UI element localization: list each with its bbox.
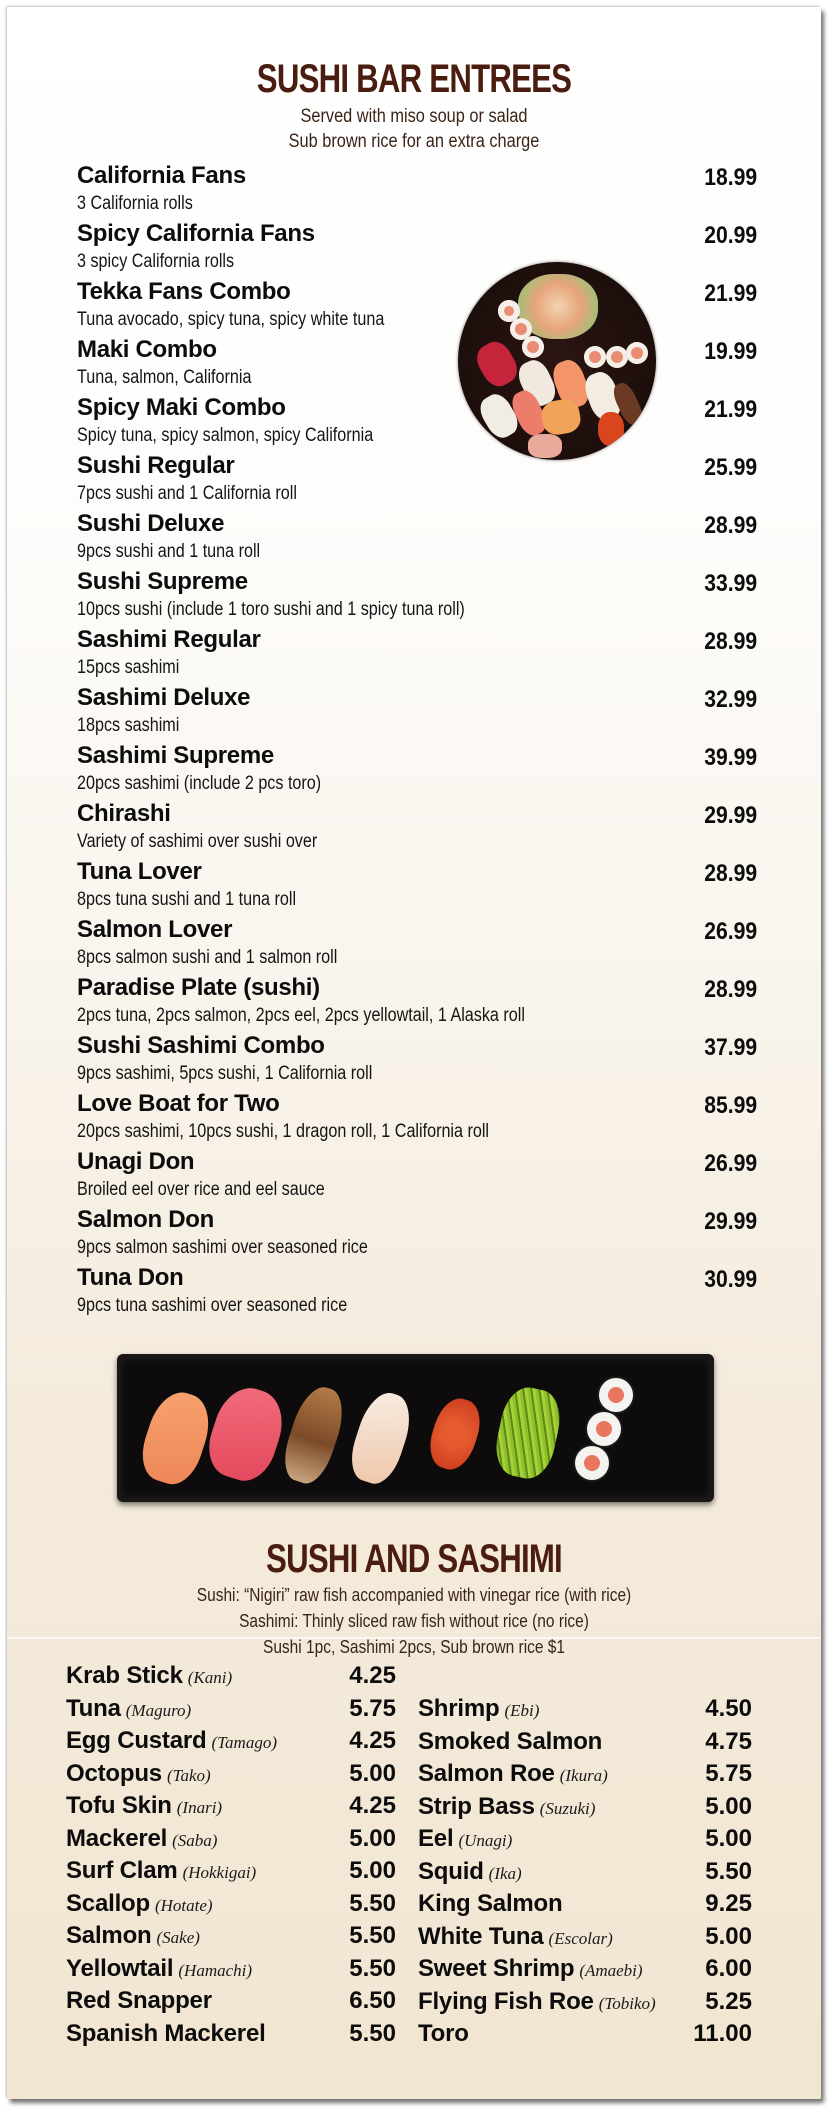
entree-price: 28.99 [704, 976, 757, 1003]
entree-price: 28.99 [704, 628, 757, 655]
sushi-price: 5.50 [705, 1857, 752, 1885]
entree-name: Spicy California Fans [77, 220, 315, 247]
sushi-price: 5.00 [349, 1857, 396, 1884]
entree-item [77, 1090, 757, 1148]
sushi-right-column [418, 1695, 752, 2053]
entree-desc: Tuna, salmon, California [77, 367, 252, 388]
sushi-price: 5.00 [349, 1824, 396, 1852]
sushi-price: 4.25 [349, 1727, 396, 1754]
entree-desc: 15pcs sashimi [77, 657, 180, 678]
sushi-japanese-name: (Ika) [488, 1863, 522, 1883]
entree-item [77, 452, 757, 510]
sushi-item [66, 1792, 396, 1825]
sushi-name: Salmon Roe [418, 1760, 555, 1787]
sushi-and-sashimi-title: SUSHI AND SASHIMI [266, 1537, 562, 1581]
entree-desc: 3 California rolls [77, 193, 193, 214]
entrees-subtitle-1: Served with miso soup or salad [300, 106, 528, 127]
sushi-japanese-name: (Amaebi) [579, 1961, 643, 1980]
entree-item [77, 568, 757, 626]
sushi-japanese-name: (Unagi) [458, 1831, 513, 1850]
sushi-price: 4.25 [349, 1662, 396, 1689]
sushi-japanese-name: (Escolar) [548, 1928, 613, 1948]
sushi-item [66, 1825, 396, 1858]
entree-name: Sashimi Supreme [77, 742, 274, 769]
entree-item [77, 278, 757, 336]
sushi-name: White Tuna [418, 1922, 544, 1950]
sushi-item [66, 1662, 396, 1695]
entree-name: Tuna Lover [77, 858, 202, 885]
entree-item [77, 974, 757, 1032]
sushi-piece [528, 434, 562, 458]
entree-name: Salmon Don [77, 1206, 215, 1233]
tuna-nigiri [471, 336, 522, 391]
entree-item [77, 1148, 757, 1206]
sushi-item [66, 1760, 396, 1793]
sushi-price: 5.00 [349, 1759, 396, 1787]
sushi-name: Octopus [66, 1759, 162, 1787]
sushi-japanese-name: (Tamago) [211, 1733, 277, 1752]
sushi-name: Shrimp [418, 1695, 500, 1722]
entree-desc: Spicy tuna, spicy salmon, spicy California [77, 425, 374, 446]
sushi-price: 5.00 [705, 1825, 752, 1852]
entree-price: 19.99 [704, 338, 757, 365]
sushi-japanese-name: (Tobiko) [598, 1993, 656, 2013]
entree-item [77, 800, 757, 858]
maki-roll [626, 342, 648, 364]
entree-item [77, 1032, 757, 1090]
entree-desc: 9pcs salmon sashimi over seasoned rice [77, 1237, 368, 1258]
entree-price: 21.99 [704, 396, 757, 423]
sushi-name: Mackerel [66, 1824, 168, 1852]
entree-desc: 20pcs sashimi (include 2 pcs toro) [77, 773, 322, 794]
sushi-price: 4.25 [349, 1792, 396, 1819]
sushi-japanese-name: (Hotate) [154, 1895, 213, 1915]
entree-name: Sushi Sashimi Combo [77, 1032, 325, 1059]
sushi-platter-photo [458, 262, 656, 460]
entree-item [77, 684, 757, 742]
entree-desc: Broiled eel over rice and eel sauce [77, 1179, 325, 1200]
entree-desc: 20pcs sashimi, 10pcs sushi, 1 dragon roll, 1 California roll [77, 1121, 490, 1142]
sushi-price: 9.25 [705, 1890, 752, 1917]
sushi-item [418, 1988, 752, 2021]
maki-roll [599, 1378, 633, 1412]
entree-desc: 3 spicy California rolls [77, 251, 235, 272]
entree-name: Tuna Don [77, 1264, 184, 1291]
entree-price: 26.99 [704, 1150, 757, 1177]
entree-desc: 9pcs tuna sashimi over seasoned rice [77, 1295, 348, 1316]
entree-name: Sushi Regular [77, 452, 235, 479]
entree-desc: 8pcs tuna sushi and 1 tuna roll [77, 889, 297, 910]
entree-desc: 10pcs sushi (include 1 toro sushi and 1 spicy tuna roll) [77, 599, 465, 620]
sushi-price: 5.75 [349, 1694, 396, 1722]
salmon-nigiri [134, 1385, 218, 1490]
entree-name: Tekka Fans Combo [77, 278, 291, 305]
entree-price: 26.99 [704, 918, 757, 945]
sushi-name: Surf Clam [66, 1857, 178, 1884]
entree-price: 37.99 [704, 1034, 757, 1061]
sushi-price: 5.50 [349, 1889, 396, 1917]
entree-item [77, 1264, 757, 1322]
entree-name: California Fans [77, 162, 246, 189]
roe-gunkan [598, 412, 624, 446]
sushi-name: Sweet Shrimp [418, 1955, 575, 1982]
sushi-item [418, 1923, 752, 1956]
maki-roll [587, 1412, 621, 1446]
sushi-name: Eel [418, 1825, 454, 1852]
entree-item [77, 1206, 757, 1264]
sushi-item [66, 1922, 396, 1955]
sushi-japanese-name: (Saba) [172, 1830, 218, 1850]
sushi-price: 6.00 [705, 1955, 752, 1982]
entree-price: 28.99 [704, 512, 757, 539]
menu-page [7, 7, 821, 2099]
maki-roll [575, 1446, 609, 1480]
sushi-item [418, 1760, 752, 1793]
entree-desc: Tuna avocado, spicy tuna, spicy white tuna [77, 309, 385, 330]
tuna-nigiri [200, 1380, 291, 1488]
sushi-price: 11.00 [693, 2020, 752, 2047]
entree-price: 28.99 [704, 860, 757, 887]
sushi-item [418, 1858, 752, 1891]
entree-price: 29.99 [704, 802, 757, 829]
entree-desc: 9pcs sushi and 1 tuna roll [77, 541, 261, 562]
nigiri-plate-photo [117, 1354, 714, 1502]
entree-name: Spicy Maki Combo [77, 394, 286, 421]
sushi-name: Spanish Mackerel [66, 2019, 266, 2047]
sushi-name: Flying Fish Roe [418, 1987, 594, 2015]
entree-price: 29.99 [704, 1208, 757, 1235]
entree-name: Sushi Supreme [77, 568, 248, 595]
sushi-name: Strip Bass [418, 1792, 535, 1820]
entree-name: Sashimi Regular [77, 626, 261, 653]
sushi-item [66, 1987, 396, 2020]
entree-item [77, 220, 757, 278]
sushi-name: Yellowtail [66, 1954, 174, 1982]
entree-name: Chirashi [77, 800, 171, 827]
sushi-item [66, 1727, 396, 1760]
entree-item [77, 742, 757, 800]
sushi-japanese-name: (Suzuki) [539, 1798, 596, 1818]
sushi-bar-entrees-title: SUSHI BAR ENTREES [256, 57, 572, 101]
entree-price: 85.99 [704, 1092, 757, 1119]
maki-roll [522, 336, 544, 358]
entree-price: 18.99 [704, 164, 757, 191]
entree-desc: 9pcs sashimi, 5pcs sushi, 1 California roll [77, 1063, 373, 1084]
sushi-sashimi-subtitle-2: Sashimi: Thinly sliced raw fish without rice (no rice) [239, 1611, 589, 1631]
entree-price: 33.99 [704, 570, 757, 597]
sushi-name: Egg Custard [66, 1727, 207, 1754]
sushi-price: 6.50 [349, 1987, 396, 2014]
entree-item [77, 858, 757, 916]
maki-roll [606, 346, 628, 368]
entree-item [77, 916, 757, 974]
sushi-item [66, 1890, 396, 1923]
entree-price: 21.99 [704, 280, 757, 307]
sushi-japanese-name: (Tako) [166, 1765, 211, 1785]
entree-desc: Variety of sashimi over sushi over [77, 831, 318, 852]
sushi-price: 5.50 [349, 1922, 396, 1949]
sushi-item [418, 2020, 752, 2053]
sushi-japanese-name: (Hokkigai) [182, 1863, 257, 1882]
entree-name: Sashimi Deluxe [77, 684, 251, 711]
sushi-item [66, 1695, 396, 1728]
sushi-japanese-name: (Hamachi) [178, 1960, 253, 1980]
entree-price: 20.99 [704, 222, 757, 249]
sushi-sashimi-subtitle-1: Sushi: “Nigiri” raw fish accompanied with vinegar rice (with rice) [196, 1585, 632, 1605]
entree-price: 30.99 [704, 1266, 757, 1293]
entree-name: Salmon Lover [77, 916, 233, 943]
sushi-japanese-name: (Ikura) [559, 1766, 608, 1785]
sushi-item [418, 1825, 752, 1858]
sushi-name: Salmon [66, 1922, 152, 1949]
entree-desc: 2pcs tuna, 2pcs salmon, 2pcs eel, 2pcs yellowtail, 1 Alaska roll [77, 1005, 525, 1026]
sushi-item [66, 2020, 396, 2053]
entree-desc: 8pcs salmon sushi and 1 salmon roll [77, 947, 338, 968]
roe-gunkan [423, 1393, 487, 1475]
entree-list [77, 162, 757, 1322]
entree-item [77, 162, 757, 220]
entrees-subtitle-2: Sub brown rice for an extra charge [288, 131, 540, 152]
sushi-item [418, 1955, 752, 1988]
seaweed-salad [490, 1383, 565, 1483]
entree-item [77, 626, 757, 684]
sushi-name: Red Snapper [66, 1987, 212, 2014]
sushi-price: 5.50 [349, 1954, 396, 1982]
sushi-item [66, 1955, 396, 1988]
entree-item [77, 510, 757, 568]
sushi-item [418, 1793, 752, 1826]
sushi-japanese-name: (Ebi) [504, 1701, 540, 1720]
entree-name: Sushi Deluxe [77, 510, 225, 537]
entree-desc: 18pcs sashimi [77, 715, 180, 736]
sushi-name: Tofu Skin [66, 1792, 172, 1819]
entree-name: Unagi Don [77, 1148, 195, 1175]
sushi-name: Smoked Salmon [418, 1727, 603, 1755]
entree-price: 39.99 [704, 744, 757, 771]
sushi-price: 4.75 [705, 1727, 752, 1755]
sushi-name: Tuna [66, 1694, 121, 1722]
entree-price: 25.99 [704, 454, 757, 481]
maki-roll [584, 346, 606, 368]
sushi-item [418, 1695, 752, 1728]
sushi-item [418, 1728, 752, 1761]
sushi-japanese-name: (Kani) [187, 1668, 233, 1687]
entree-price: 32.99 [704, 686, 757, 713]
sushi-price: 5.75 [705, 1760, 752, 1787]
sushi-item [66, 1857, 396, 1890]
sushi-japanese-name: (Sake) [156, 1928, 200, 1947]
sushi-price: 5.50 [349, 2019, 396, 2047]
entree-name: Love Boat for Two [77, 1090, 280, 1117]
eel-nigiri [277, 1381, 351, 1488]
sushi-name: Squid [418, 1857, 484, 1885]
entree-name: Maki Combo [77, 336, 217, 363]
sushi-name: Scallop [66, 1889, 150, 1917]
sushi-price: 5.00 [705, 1792, 752, 1820]
sushi-price: 5.00 [705, 1922, 752, 1950]
sushi-price: 4.50 [705, 1695, 752, 1722]
sushi-japanese-name: (Inari) [176, 1798, 223, 1817]
sushi-left-column [66, 1662, 396, 2052]
shrimp-nigiri [344, 1387, 418, 1489]
sushi-japanese-name: (Maguro) [125, 1700, 192, 1720]
sushi-name: Krab Stick [66, 1662, 183, 1689]
entree-name: Paradise Plate (sushi) [77, 974, 320, 1001]
sushi-price: 5.25 [705, 1987, 752, 2015]
entree-item [77, 394, 757, 452]
entree-desc: 7pcs sushi and 1 California roll [77, 483, 297, 504]
sushi-sashimi-subtitle-3: Sushi 1pc, Sashimi 2pcs, Sub brown rice $1 [262, 1637, 566, 1657]
sushi-name: Toro [418, 2020, 469, 2047]
sushi-name: King Salmon [418, 1890, 563, 1917]
sushi-item [418, 1890, 752, 1923]
